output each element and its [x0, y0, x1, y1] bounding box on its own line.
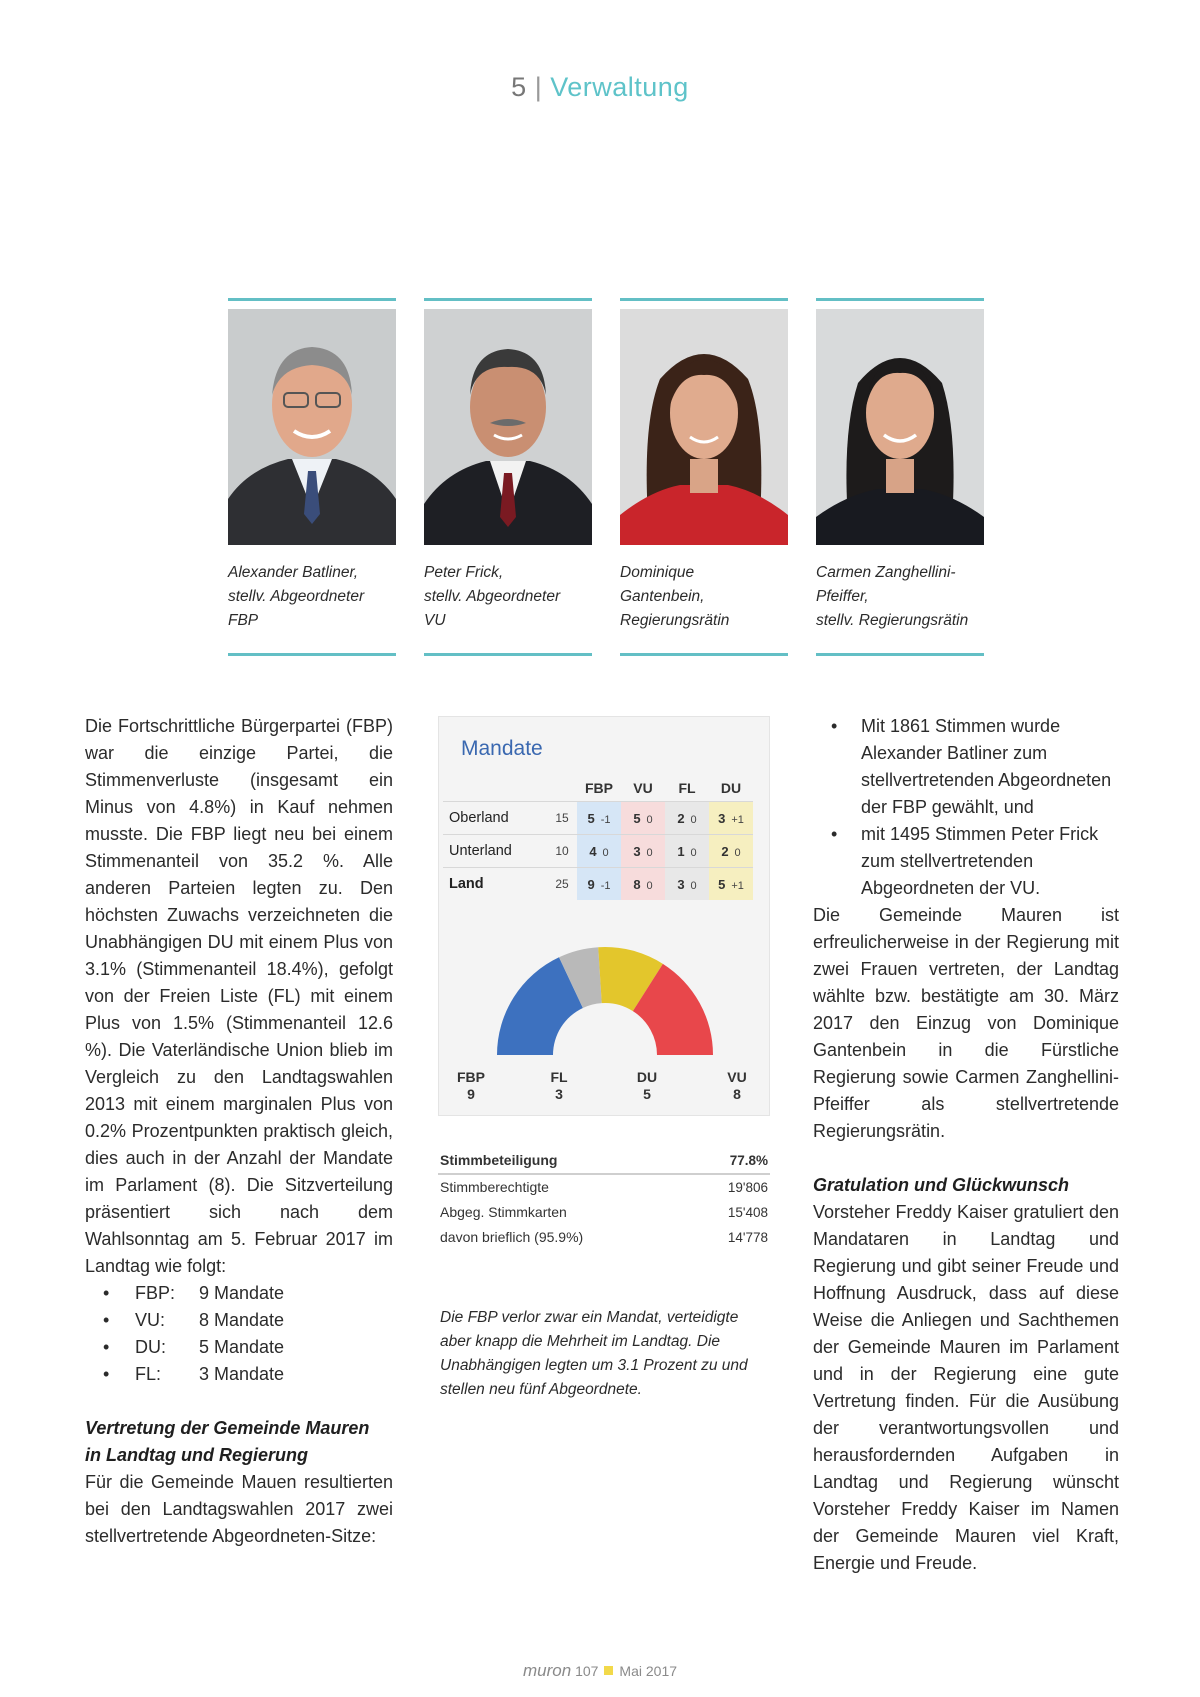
- heading-line: in Landtag und Regierung: [85, 1445, 308, 1465]
- cell-change: 0: [602, 846, 609, 859]
- infographic-title: Mandate: [461, 737, 543, 760]
- column-header: VU: [633, 780, 653, 796]
- stats-value: 14'778: [727, 1230, 768, 1245]
- turnout-stats: [438, 1148, 770, 1250]
- cell-seats: 1: [677, 843, 685, 859]
- cell-change: +1: [731, 813, 744, 826]
- party-name: FBP:: [135, 1283, 176, 1303]
- caption-line: Gantenbein,: [620, 588, 705, 605]
- seat-label-vu: [717, 1069, 757, 1103]
- column-header: FL: [678, 780, 696, 796]
- cell-seats: 3: [718, 810, 726, 826]
- table-cell: [665, 868, 709, 901]
- right-column: [813, 713, 1119, 1577]
- seat-label-fbp: [451, 1069, 491, 1103]
- list-item: [85, 1280, 393, 1307]
- portrait-rule-top: [816, 298, 984, 301]
- portrait-caption: [620, 561, 788, 653]
- stats-value: 19'806: [727, 1180, 768, 1195]
- row-total: 25: [547, 868, 577, 901]
- cell-change: +1: [731, 879, 744, 892]
- portrait-photo: [816, 309, 984, 545]
- portrait-caption: [228, 561, 396, 653]
- heading-line: Vertretung der Gemeinde Mauren: [85, 1418, 370, 1438]
- stats-label: Stimmberechtigte: [440, 1179, 549, 1195]
- page-footer: [0, 1661, 1200, 1681]
- magazine-brand: muron: [522, 1661, 572, 1680]
- caption-line: FBP: [228, 612, 259, 629]
- section-title: Verwaltung: [550, 72, 689, 102]
- portrait-woman-black-hair: [816, 309, 984, 545]
- row-label: Land: [443, 868, 547, 901]
- seat-label-count: 5: [643, 1086, 651, 1102]
- seat-count: 9 Mandate: [199, 1283, 285, 1303]
- mandate-infographic: [438, 716, 770, 1116]
- page-number: 5: [511, 72, 527, 102]
- stats-value: 77.8%: [729, 1153, 768, 1168]
- mandate-table: [443, 775, 753, 900]
- cell-change: 0: [690, 846, 697, 859]
- table-cell: [665, 835, 709, 868]
- caption-line: stellv. Regierungsrätin: [816, 612, 969, 629]
- table-cell: [709, 835, 753, 868]
- header-spacer: [443, 775, 547, 802]
- caption-line: Regierungsrätin: [620, 612, 730, 629]
- column-header: FBP: [585, 780, 613, 796]
- table-cell: [577, 835, 621, 868]
- portrait-rule-bottom: [816, 653, 984, 656]
- cell-seats: 2: [677, 810, 685, 826]
- table-cell: [709, 802, 753, 835]
- seat-label-count: 9: [467, 1086, 475, 1102]
- table-cell: [621, 802, 665, 835]
- portrait-rule-top: [228, 298, 396, 301]
- table-cell: [621, 868, 665, 901]
- seat-count: 8 Mandate: [199, 1310, 285, 1330]
- row-total: 10: [547, 835, 577, 868]
- stats-row: [438, 1148, 770, 1175]
- yellow-square-icon: [604, 1666, 613, 1675]
- table-cell: [621, 835, 665, 868]
- portrait-woman-dark-hair: [620, 309, 788, 545]
- portrait-card: [620, 298, 788, 656]
- portrait-man-glasses: [228, 309, 396, 545]
- issue-date: Mai 2017: [619, 1663, 678, 1679]
- stats-value: 15'408: [727, 1205, 768, 1220]
- cell-seats: 5: [633, 810, 641, 826]
- portrait-rule-top: [424, 298, 592, 301]
- caption-line: VU: [424, 612, 446, 629]
- portrait-caption: [424, 561, 592, 653]
- portrait-card: [816, 298, 984, 656]
- cell-change: 0: [690, 879, 697, 892]
- issue-number: 107: [575, 1663, 599, 1679]
- left-column: [85, 713, 393, 1550]
- cell-seats: 2: [721, 843, 729, 859]
- seat-label-party: VU: [727, 1069, 747, 1085]
- figure-caption: Die FBP verlor zwar ein Mandat, verteidigte aber knapp die Mehrheit im Landtag. Die Unabhängigen legten um 3.1 Prozent zu und stellen neu fünf Abgeordnete.: [440, 1309, 748, 1398]
- government-paragraph: Die Gemeinde Mauren ist erfreulicherweise in der Regierung mit zwei Frauen vertreten, der Landtag wählte bzw. bestätigte am 30. März 2017 den Einzug von Dominique Gantenbein in die Fürstliche Regierung sowie Carmen Zanghellini-Pfeiffer als stellvertretende Regierungsrätin.: [813, 905, 1119, 1141]
- list-item: [85, 1334, 393, 1361]
- party-name: VU:: [135, 1310, 166, 1330]
- stats-label: davon brieflich (95.9%): [440, 1229, 584, 1245]
- portrait-card: [228, 298, 396, 656]
- caption-line: Carmen Zanghellini-: [816, 564, 956, 581]
- intro-paragraph: Die Fortschrittliche Bürgerpartei (FBP) war die einzige Partei, die Stimmenverluste (insgesamt ein Minus von 4.8%) in Kauf nehmen musste. Die FBP liegt neu bei einem Stimmenanteil von 35.2 %. Alle anderen Parteien legten zu. Den höchsten Zuwachs verzeichneten die Unabhängigen DU mit einem Plus von 3.1% (Stimmenanteil 18.4%), gefolgt von der Freien Liste (FL) mit einem Plus von 1.5% (Stimmenanteil 12.6 %). Die Vaterländische Union blieb im Vergleich zu den Landtagswahlen 2013 mit einem marginalen Plus von 0.2% Prozentpunkten praktisch gleich, dies auch in der Anzahl der Mandate im Parlament (8). Die Sitzverteilung präsentiert sich nach dem Wahlsonntag am 5. Februar 2017 im Landtag wie folgt:: [85, 716, 393, 1276]
- party-name: DU:: [135, 1337, 166, 1357]
- stats-row: [438, 1175, 770, 1200]
- seat-label-count: 3: [555, 1086, 563, 1102]
- row-label: Unterland: [443, 835, 547, 868]
- congratulation-paragraph: Vorsteher Freddy Kaiser gratuliert den Mandataren in Landtag und Regierung und gibt seiner Freude und Hoffnung Ausdruck, dass auf diese Weise die Anliegen und Sachthemen der Gemeinde Mauren im Parlament und in der Regierung eine gute Vertretung finden. Für die Ausübung der verantwortungsvollen und herausfordernden Aufgaben in Landtag und Regierung wünscht Vorsteher Freddy Kaiser im Namen der Gemeinde Mauren viel Kraft, Energie und Freude.: [813, 1202, 1119, 1573]
- portrait-photo: [620, 309, 788, 545]
- caption-line: stellv. Abgeordneter: [424, 588, 561, 605]
- cell-seats: 5: [718, 876, 726, 892]
- stats-label: Abgeg. Stimmkarten: [440, 1204, 567, 1220]
- elected-list: [813, 713, 1119, 902]
- seat-list: [85, 1280, 393, 1388]
- cell-change: 0: [646, 813, 653, 826]
- cell-seats: 3: [633, 843, 641, 859]
- cell-seats: 9: [587, 876, 595, 892]
- seat-semicircle-chart: [493, 945, 717, 1057]
- stats-row: [438, 1200, 770, 1225]
- header-separator: |: [534, 72, 543, 102]
- party-name: FL:: [135, 1364, 162, 1384]
- list-item: • mit 1495 Stimmen Peter Frick zum stellvertretenden Abgeordneten der VU.: [813, 821, 1119, 902]
- table-row: [443, 835, 753, 868]
- page-header: [0, 72, 1200, 103]
- cell-seats: 3: [677, 876, 685, 892]
- cell-change: 0: [646, 879, 653, 892]
- caption-line: Peter Frick,: [424, 564, 504, 581]
- column-header: DU: [720, 780, 742, 796]
- stats-row: [438, 1225, 770, 1250]
- seat-label-party: DU: [636, 1069, 658, 1085]
- table-cell: [577, 802, 621, 835]
- portrait-man-mustache: [424, 309, 592, 545]
- caption-line: stellv. Abgeordneter: [228, 588, 365, 605]
- seat-label-party: FBP: [457, 1069, 485, 1085]
- list-item: • Mit 1861 Stimmen wurde Alexander Batliner zum stellvertretenden Abgeordneten der FBP gewählt, und: [813, 713, 1119, 821]
- portrait-card: [424, 298, 592, 656]
- table-row: [443, 868, 753, 901]
- table-header-row: [443, 775, 753, 802]
- cell-change: -1: [600, 813, 611, 826]
- cell-change: 0: [734, 846, 741, 859]
- list-item: [85, 1307, 393, 1334]
- seat-label-count: 8: [733, 1086, 741, 1102]
- list-item: [85, 1361, 393, 1388]
- cell-change: -1: [600, 879, 611, 892]
- section-heading: [85, 1415, 393, 1469]
- portrait-rule-top: [620, 298, 788, 301]
- row-label: Oberland: [443, 802, 547, 835]
- portrait-caption: [816, 561, 984, 653]
- portrait-rule-bottom: [228, 653, 396, 656]
- seat-label-du: [627, 1069, 667, 1103]
- seat-label-party: FL: [550, 1069, 568, 1085]
- outro-paragraph: Für die Gemeinde Mauen resultierten bei den Landtagswahlen 2017 zwei stellvertretende Abgeordneten-Sitze:: [85, 1472, 393, 1546]
- seat-count: 3 Mandate: [199, 1364, 285, 1384]
- table-cell: [577, 868, 621, 901]
- cell-seats: 5: [587, 810, 595, 826]
- table-cell: [665, 802, 709, 835]
- cell-seats: 8: [633, 876, 641, 892]
- portrait-photo: [228, 309, 396, 545]
- portrait-rule-bottom: [620, 653, 788, 656]
- table-row: [443, 802, 753, 835]
- portrait-rule-bottom: [424, 653, 592, 656]
- caption-line: Pfeiffer,: [816, 588, 869, 605]
- table-cell: [709, 868, 753, 901]
- header-spacer: [547, 775, 577, 802]
- portrait-photo: [424, 309, 592, 545]
- seat-label-fl: [539, 1069, 579, 1103]
- stats-label: Stimmbeteiligung: [440, 1152, 558, 1168]
- cell-seats: 4: [589, 843, 597, 859]
- seat-count: 5 Mandate: [199, 1337, 285, 1357]
- cell-change: 0: [690, 813, 697, 826]
- caption-line: Alexander Batliner,: [228, 564, 359, 581]
- section-heading: Gratulation und Glückwunsch: [813, 1175, 1070, 1195]
- row-total: 15: [547, 802, 577, 835]
- caption-line: Dominique: [620, 564, 695, 581]
- cell-change: 0: [646, 846, 653, 859]
